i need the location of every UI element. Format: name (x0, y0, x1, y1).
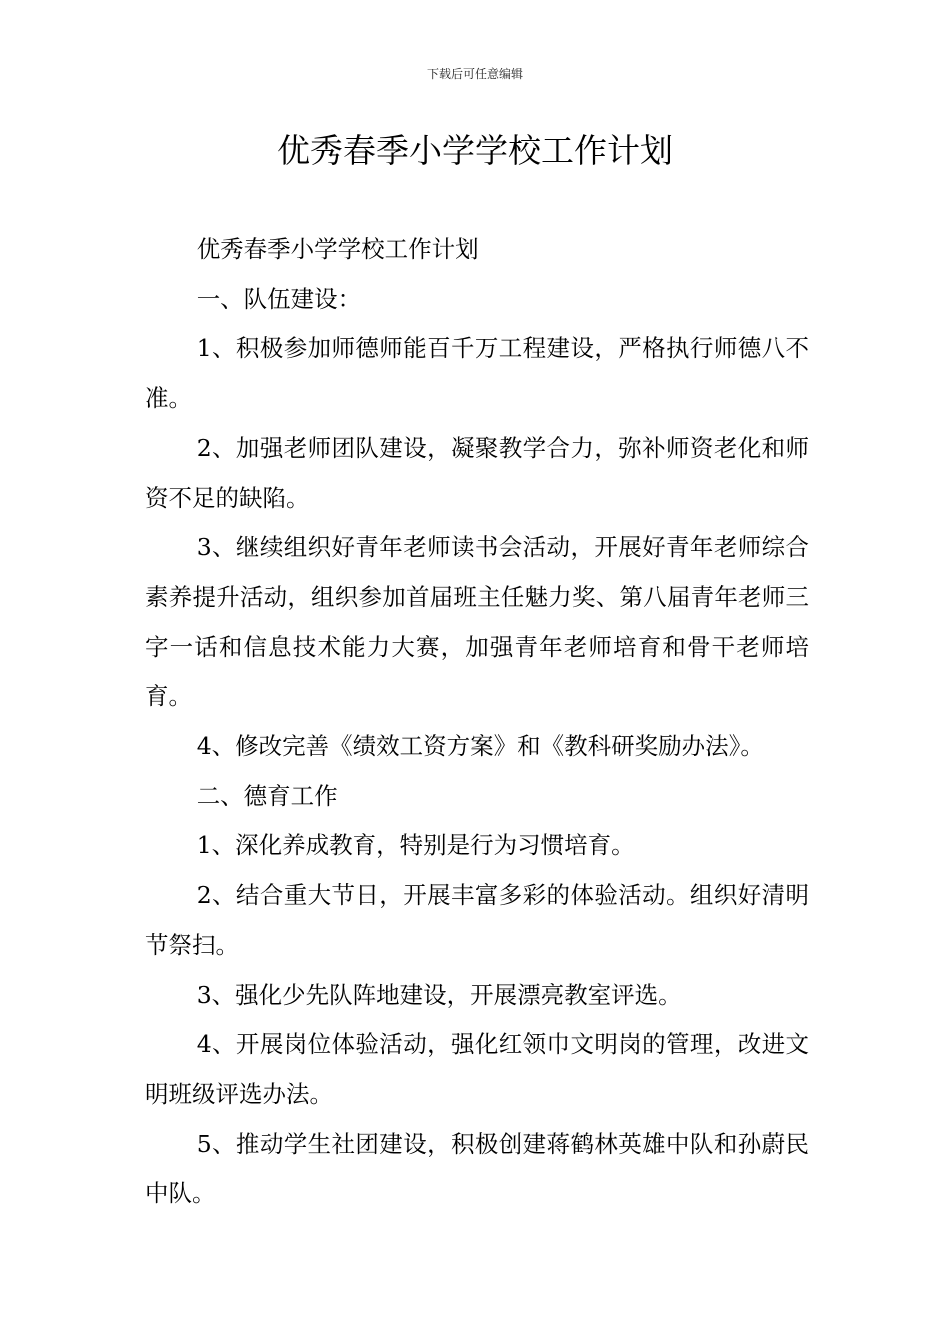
document-title: 优秀春季小学学校工作计划 (277, 131, 673, 170)
paragraph-item: 5、推动学生社团建设，积极创建蒋鹤林英雄中队和孙蔚民中队。 (145, 1129, 809, 1208)
paragraph-item: 2、结合重大节日，开展丰富多彩的体验活动。组织好清明节祭扫。 (145, 881, 809, 959)
section-heading-team-building: 一、队伍建设： (196, 284, 362, 313)
paragraph-item: 4、修改完善《绩效工资方案》和《教科研奖励办法》。 (196, 732, 764, 761)
document-body (145, 225, 809, 1219)
paragraph-item: 1、深化养成教育，特别是行为习惯培育。 (196, 831, 635, 860)
paragraph-item: 4、开展岗位体验活动，强化红领巾文明岗的管理，改进文明班级评选办法。 (145, 1030, 809, 1108)
header-note: 下载后可任意编辑 (426, 67, 523, 81)
paragraph-subtitle: 优秀春季小学学校工作计划 (196, 235, 479, 263)
paragraph-item: 2、加强老师团队建设，凝聚教学合力，弥补师资老化和师资不足的缺陷。 (145, 433, 809, 512)
paragraph-item: 1、积极参加师德师能百千万工程建设，严格执行师德八不准。 (145, 334, 809, 413)
paragraph-item: 3、强化少先队阵地建设，开展漂亮教室评选。 (196, 980, 682, 1009)
paragraph-item: 3、继续组织好青年老师读书会活动，开展好青年老师综合素养提升活动，组织参加首届班主任魅力奖、第八届青年老师三字一话和信息技术能力大赛，加强青年老师培育和骨干老师培育。 (145, 533, 809, 711)
section-heading-moral-education: 二、德育工作 (196, 781, 338, 810)
